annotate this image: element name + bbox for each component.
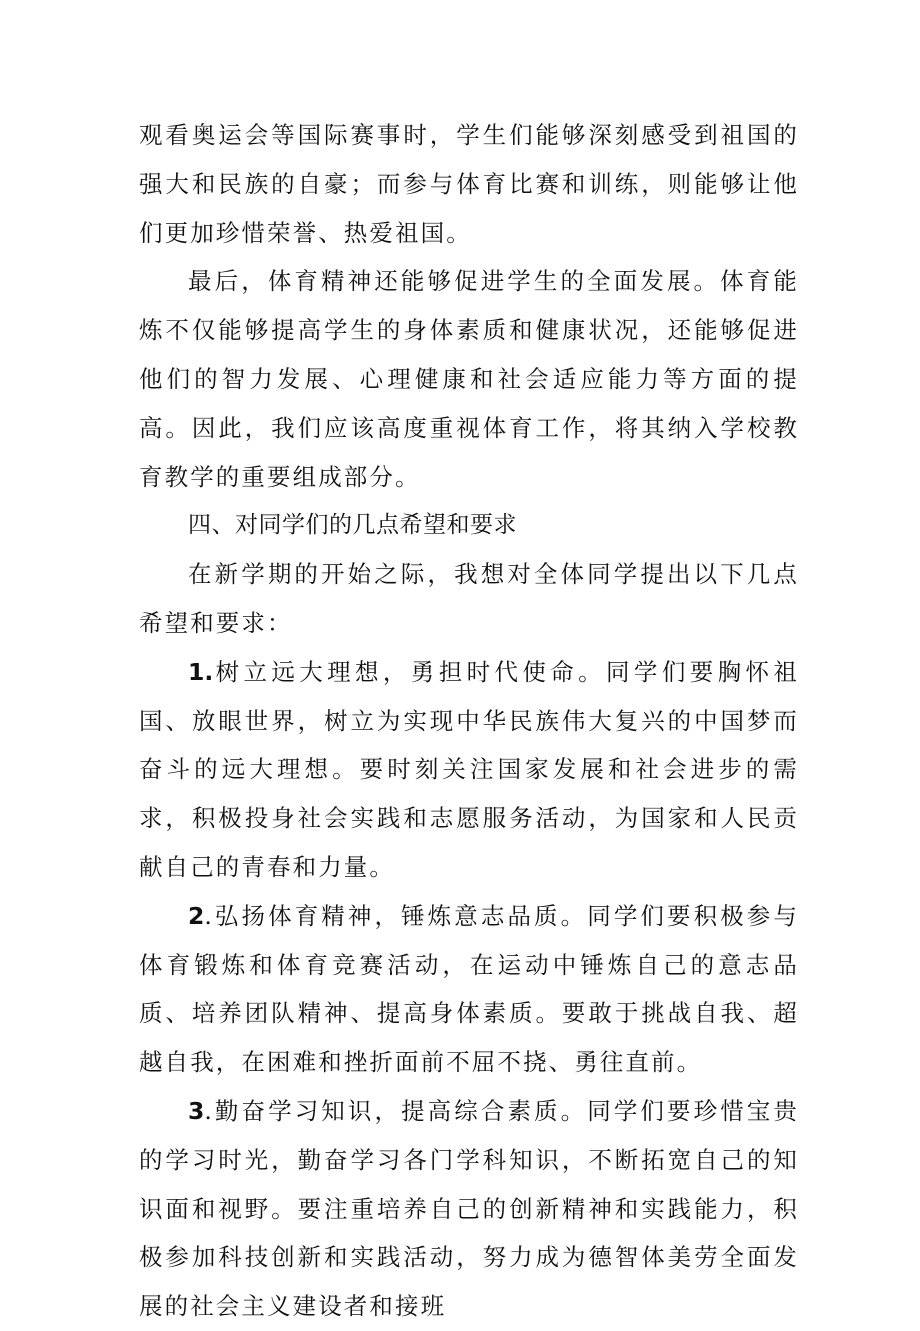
paragraph-intro: 在新学期的开始之际，我想对全体同学提出以下几点希望和要求：: [139, 560, 799, 637]
list-item-number: 1.: [188, 657, 214, 686]
list-item-number: 2: [188, 901, 205, 930]
paragraph-final-point: 最后，体育精神还能够促进学生的全面发展。体育能炼不仅能够提高学生的身体素质和健康状况，还能够促进他们的智力发展、心理健康和社会适应能力等方面的提高。因此，我们应该高度重视体育工作，将其纳入学校教育教学的重要组成部分。: [139, 267, 799, 491]
list-item-2: [139, 892, 799, 1087]
list-item-number: 3: [188, 1096, 205, 1125]
paragraph-continuation: 观看奥运会等国际赛事时，学生们能够深刻感受到祖国的强大和民族的自豪；而参与体育比赛和训练，则能够让他们更加珍惜荣誉、热爱祖国。: [139, 121, 799, 247]
list-item-text: .勤奋学习知识，提高综合素质。同学们要珍惜宝贵的学习时光，勤奋学习各门学科知识，不断拓宽自己的知识面和视野。要注重培养自己的创新精神和实践能力，积极参加科技创新和实践活动，努力成为德智体美劳全面发展的社会主义建设者和接班: [139, 1096, 799, 1321]
list-item-3: [139, 1087, 799, 1331]
list-item-text: 树立远大理想，勇担时代使命。同学们要胸怀祖国、放眼世界，树立为实现中华民族伟大复兴的中国梦而奋斗的远大理想。要时刻关注国家发展和社会进步的需求，积极投身社会实践和志愿服务活动，为国家和人民贡献自己的青春和力量。: [139, 657, 799, 881]
list-item-1: [139, 648, 799, 892]
list-item-text: .弘扬体育精神，锤炼意志品质。同学们要积极参与体育锻炼和体育竞赛活动，在运动中锤炼自己的意志品质、培养团队精神、提高身体素质。要敢于挑战自我、超越自我，在困难和挫折面前不屈不挠、勇往直前。: [139, 901, 799, 1077]
document-body: [139, 111, 799, 1331]
section-heading: 四、对同学们的几点希望和要求: [188, 512, 517, 539]
